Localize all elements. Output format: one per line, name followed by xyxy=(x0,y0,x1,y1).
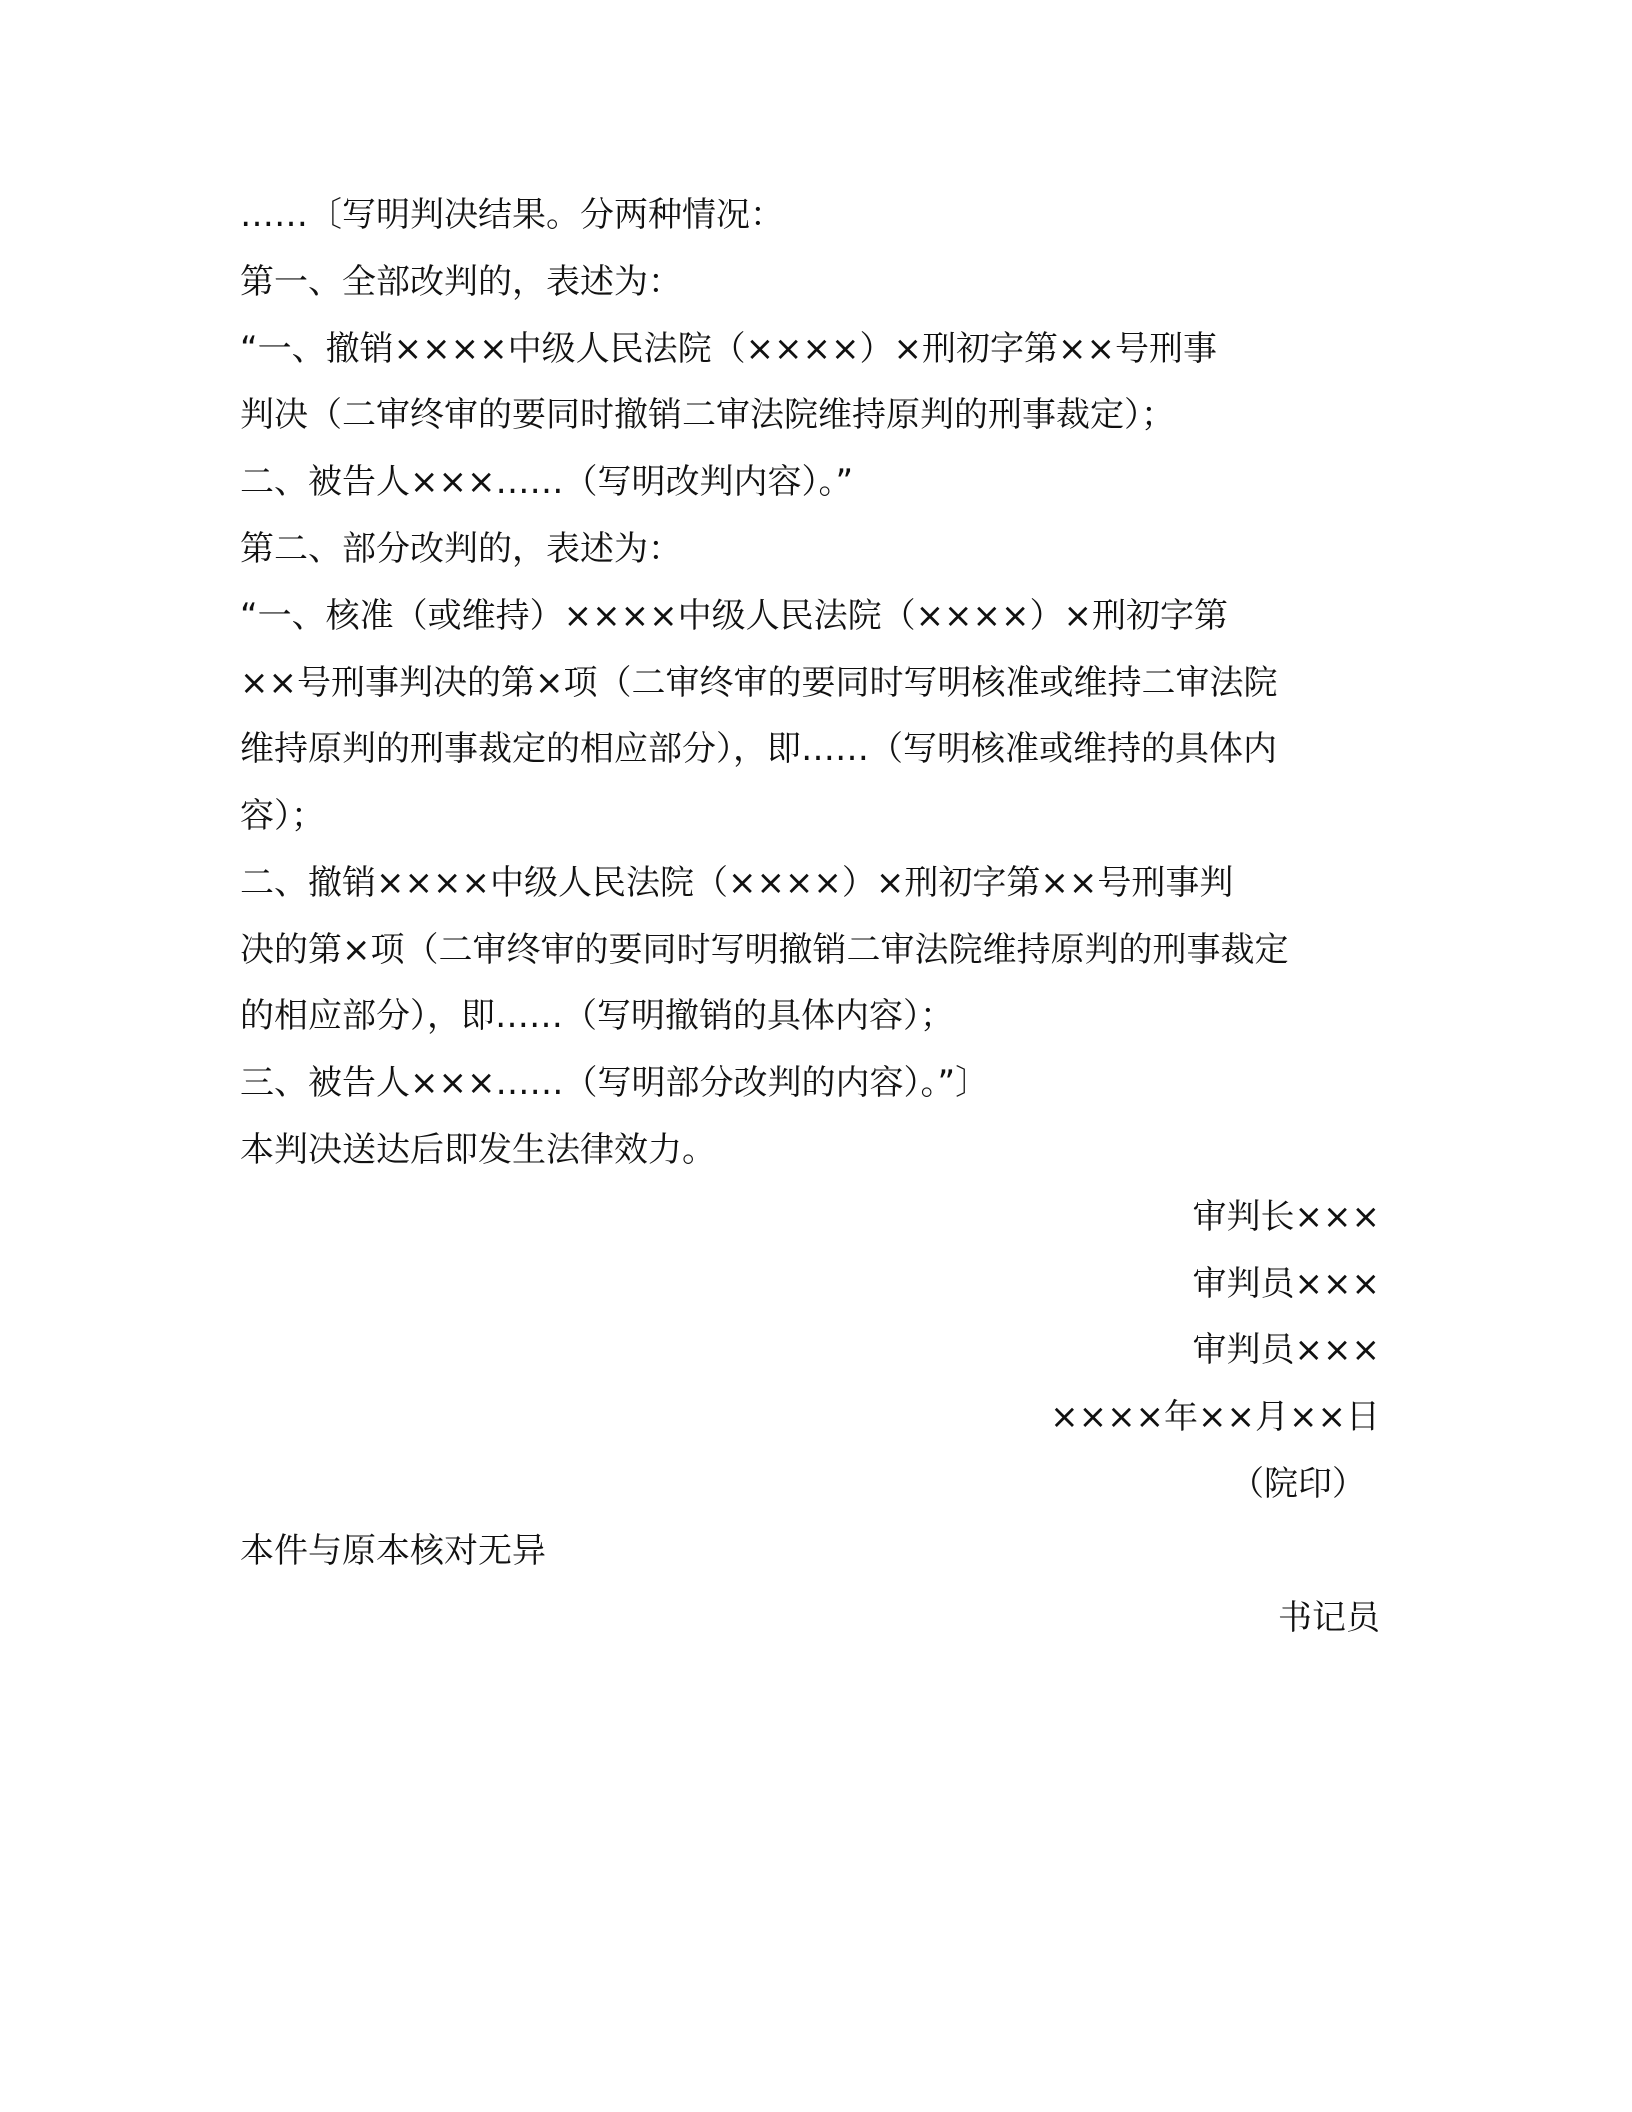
body-line-14: 三、被告人×××……（写明部分改判的内容）。”〕 xyxy=(240,1063,990,1103)
verification-statement: 本件与原本核对无异 xyxy=(240,1531,546,1571)
body-line-11: 二、撤销××××中级人民法院（××××）×刑初字第××号刑事判 xyxy=(240,863,1234,903)
body-line-8: ××号刑事判决的第×项（二审终审的要同时写明核准或维持二审法院 xyxy=(240,663,1278,703)
body-line-12: 决的第×项（二审终审的要同时写明撤销二审法院维持原判的刑事裁定 xyxy=(240,930,1289,970)
body-line-2: 第一、全部改判的，表述为： xyxy=(240,262,682,302)
judgment-date: ××××年××月××日 xyxy=(1050,1397,1380,1437)
judge-signature-1: 审判员××× xyxy=(1192,1264,1380,1304)
body-line-1: ……〔写明判决结果。分两种情况： xyxy=(240,195,784,235)
body-line-13: 的相应部分），即……（写明撤销的具体内容）； xyxy=(240,996,954,1036)
body-line-9: 维持原判的刑事裁定的相应部分），即……（写明核准或维持的具体内 xyxy=(240,729,1277,769)
body-line-6: 第二、部分改判的，表述为： xyxy=(240,529,682,569)
body-line-5: 二、被告人×××……（写明改判内容）。” xyxy=(240,462,854,502)
judge-signature-2: 审判员××× xyxy=(1192,1330,1380,1370)
body-line-3: “一、撤销××××中级人民法院（××××）×刑初字第××号刑事 xyxy=(240,329,1217,369)
body-line-7: “一、核准（或维持）××××中级人民法院（××××）×刑初字第 xyxy=(240,596,1229,636)
court-seal-note: （院印） xyxy=(1230,1464,1366,1504)
body-line-4: 判决（二审终审的要同时撤销二审法院维持原判的刑事裁定）； xyxy=(240,395,1175,435)
body-line-15: 本判决送达后即发生法律效力。 xyxy=(240,1130,716,1170)
presiding-judge-signature: 审判长××× xyxy=(1192,1197,1380,1237)
body-line-10: 容）； xyxy=(240,796,325,836)
clerk-signature: 书记员 xyxy=(1278,1598,1380,1638)
